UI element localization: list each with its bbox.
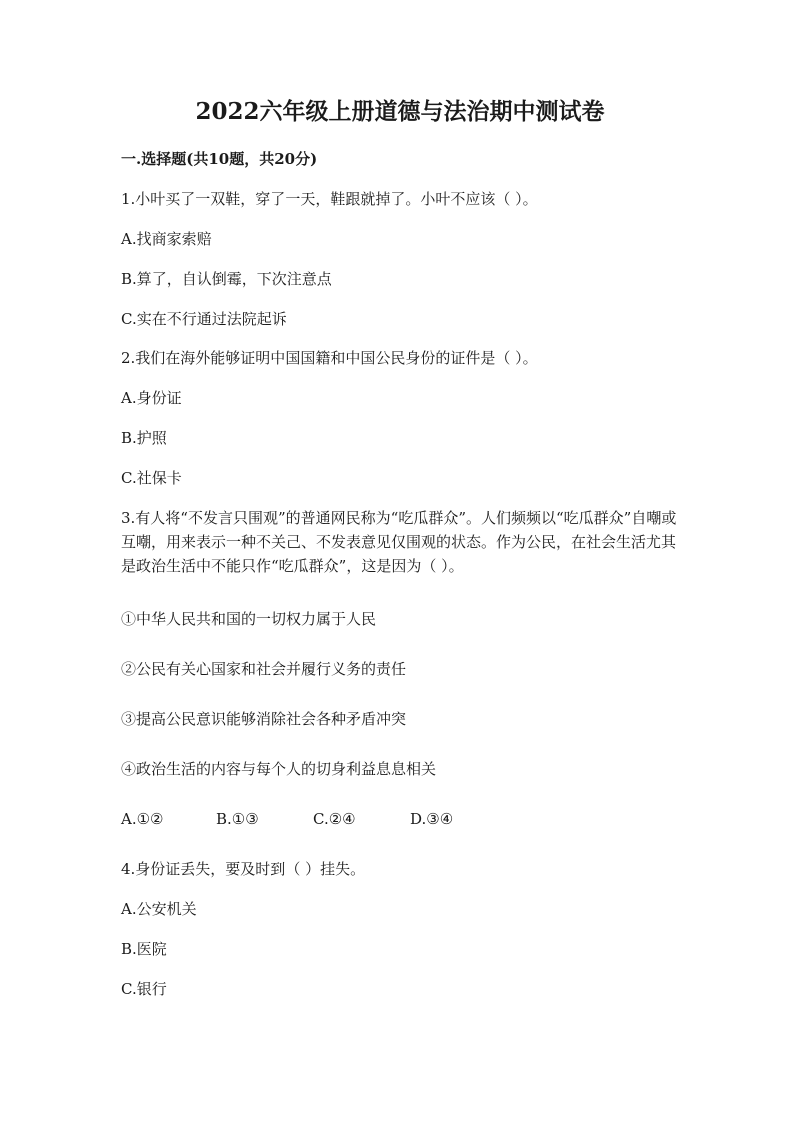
question-2-option-b: B.护照 — [121, 429, 167, 447]
question-3-statement-3: ③提高公民意识能够消除社会各种矛盾冲突 — [121, 710, 407, 728]
question-2-stem: 2.我们在海外能够证明中国国籍和中国公民身份的证件是（ ）。 — [121, 349, 538, 367]
question-3-stem: 3.有人将“不发言只围观”的普通网民称为“吃瓜群众”。人们频频以“吃瓜群众”自嘲或互嘲，用来表示一种不关己、不发表意见仅围观的状态。作为公民，在社会生活尤其是政治生活中不能只作“吃瓜群众”，这是因为（ ）。 — [121, 509, 677, 575]
question-1-option-c: C.实在不行通过法院起诉 — [121, 310, 287, 328]
question-3-statement-1: ①中华人民共和国的一切权力属于人民 — [121, 610, 377, 628]
question-1-option-a: A.找商家索赔 — [121, 230, 212, 248]
question-4-option-b: B.医院 — [121, 940, 167, 958]
question-1-stem: 1.小叶买了一双鞋，穿了一天，鞋跟就掉了。小叶不应该（ ）。 — [121, 190, 538, 208]
question-3-statement-4: ④政治生活的内容与每个人的切身利益息息相关 — [121, 760, 437, 778]
question-3-choice-a: A.①② — [121, 810, 164, 828]
question-3-choice-b: B.①③ — [216, 810, 259, 828]
question-4-option-a: A.公安机关 — [121, 900, 197, 918]
question-4-option-c: C.银行 — [121, 980, 167, 998]
section-heading: 一.选择题(共10题，共20分) — [121, 150, 318, 168]
question-3-choice-c: C.②④ — [313, 810, 356, 828]
question-3-statement-2: ②公民有关心国家和社会并履行义务的责任 — [121, 660, 407, 678]
question-1-option-b: B.算了，自认倒霉，下次注意点 — [121, 270, 332, 288]
question-2-option-c: C.社保卡 — [121, 469, 182, 487]
question-3-choice-d: D.③④ — [410, 810, 454, 828]
page-title: 2022六年级上册道德与法治期中测试卷 — [195, 98, 605, 125]
question-4-stem: 4.身份证丢失，要及时到（ ）挂失。 — [121, 860, 366, 878]
question-2-option-a: A.身份证 — [121, 389, 182, 407]
